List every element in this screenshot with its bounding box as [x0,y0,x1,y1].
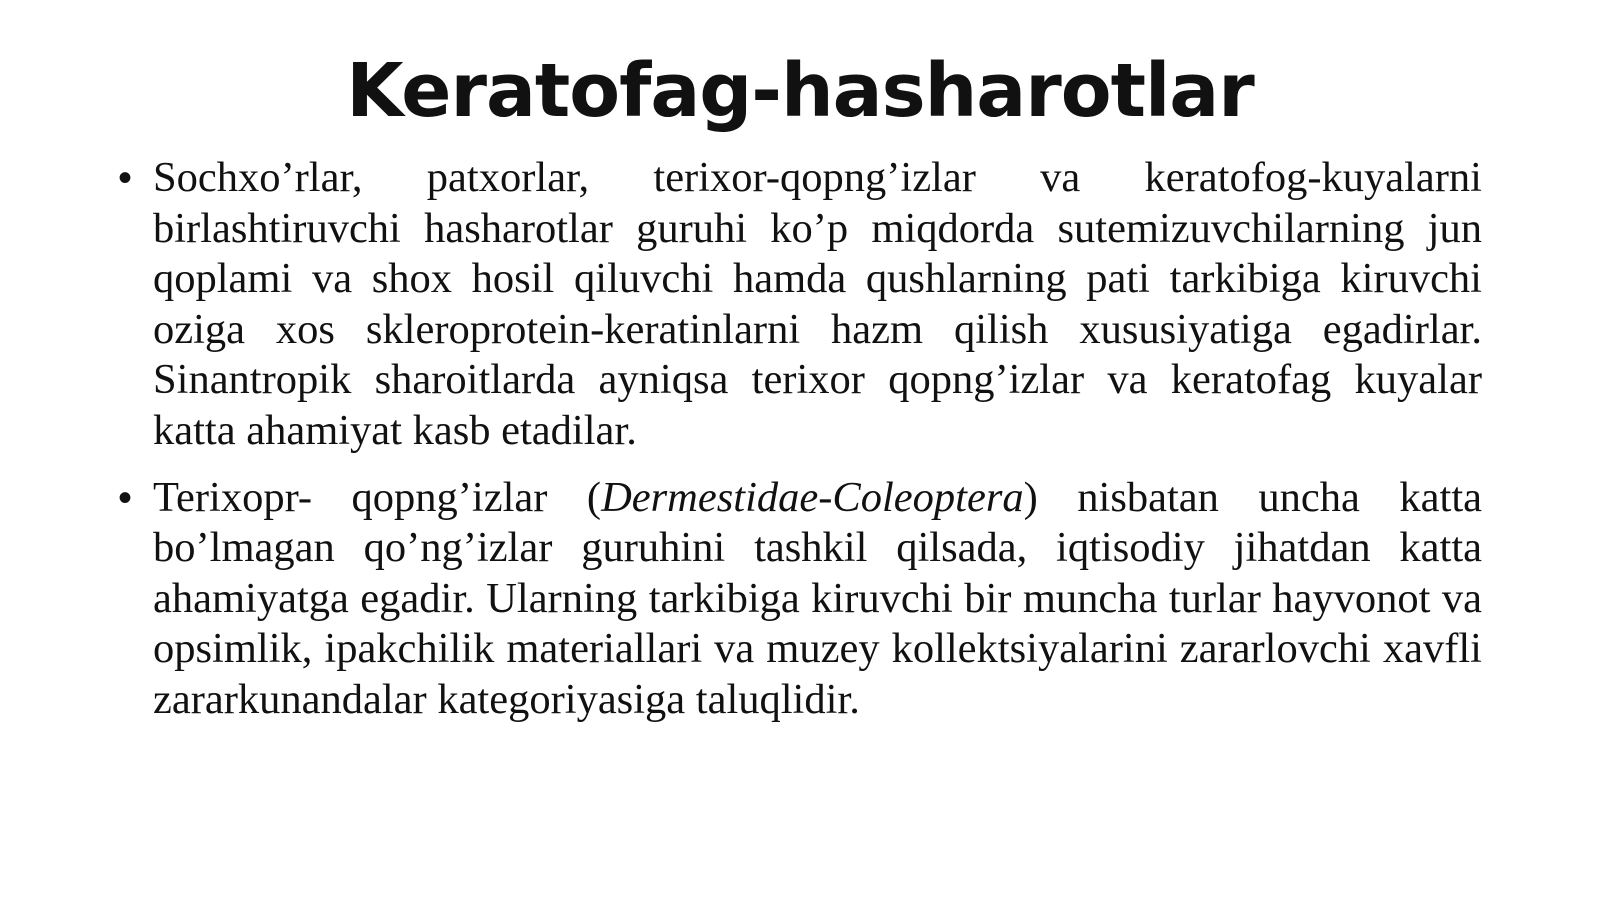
bullet-icon: • [118,156,133,200]
bullet-text-after: ) nisbatan uncha katta bo’lmagan qo’ng’izlar guruhini tashkil qilsada, iqtisodiy jihatdan katta ahamiyatga egadir. Ularning tarkibiga kiruvchi bir muncha turlar hayvonot va opsimlik, ipakchilik materiallari va muzey kollektsiyalarini zararlovchi xavfli zararkunandalar kategoriyasiga taluqlidir. [153,473,1482,723]
bullet-item [118,153,1482,457]
bullet-text-before: Terixopr- qopng’izlar ( [153,473,602,521]
bullet-item [118,473,1482,726]
bullet-list [118,153,1482,742]
bullet-icon: • [118,475,133,520]
taxon-name-italic: Dermestidae-Coleoptera [601,473,1024,521]
slide-title: Keratofag-hasharotlar [346,48,1254,134]
bullet-text: Sochxo’rlar, patxorlar, terixor-qopng’izlar va keratofog-kuyalarni birlashtiruvchi hasharotlar guruhi ko’p miqdorda sutemizuvchilarning jun qoplami va shox hosil qiluvchi hamda qushlarning pati tarkibiga kiruvchi oziga xos skleroprotein-keratinlarni hazm qilish xususiyatiga egadirlar. Sinantropik sharoitlarda ayniqsa terixor qopng’izlar va keratofag kuyalar katta ahamiyat kasb etadilar. [153,154,1482,454]
